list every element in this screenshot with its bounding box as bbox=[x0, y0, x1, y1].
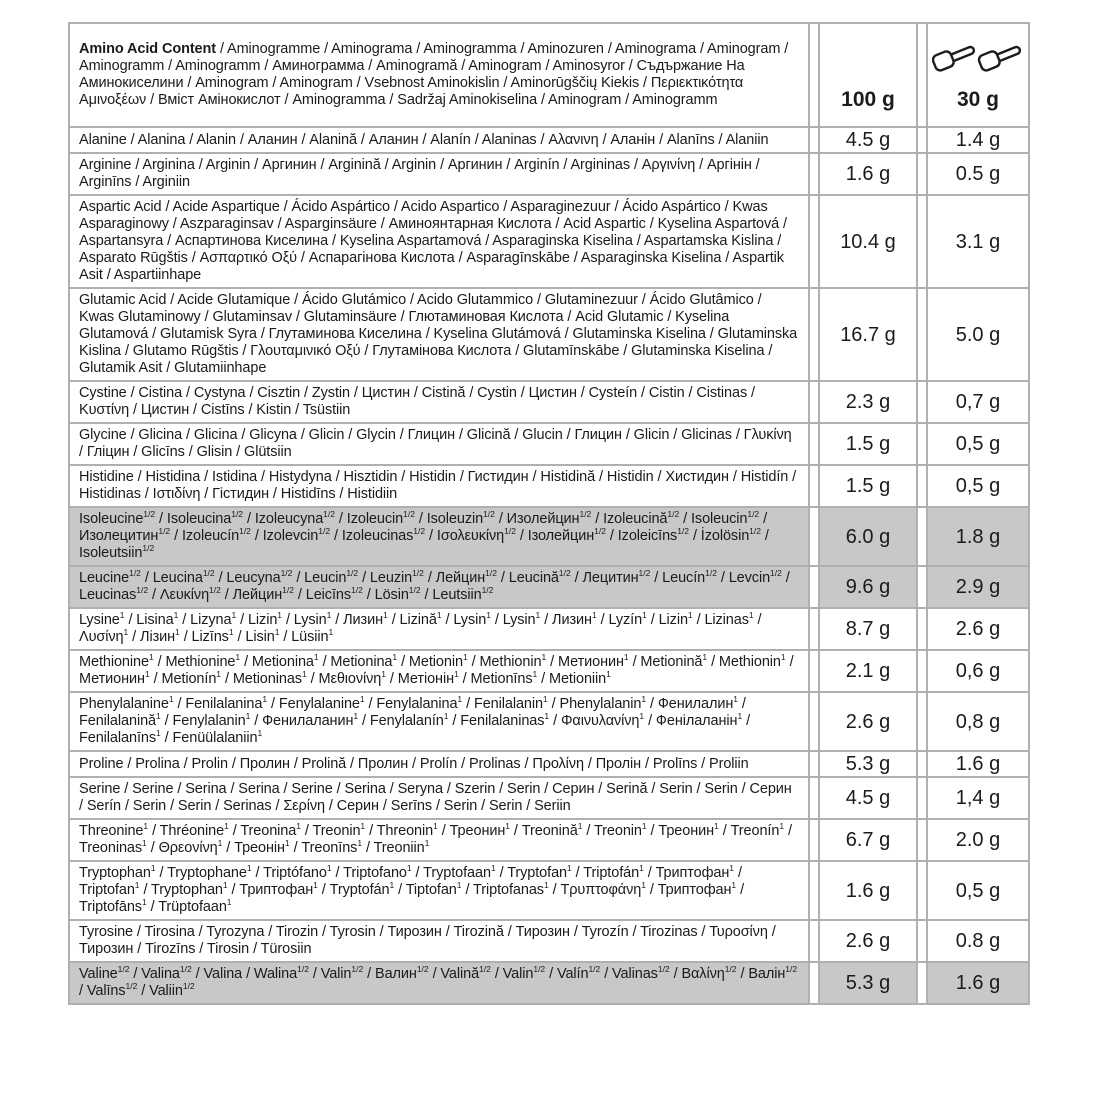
column-gutter bbox=[810, 921, 818, 963]
amino-acid-names: Glutamic Acid / Acide Glutamique / Ácido Glutámico / Acido Glutammico / Glutaminezuur / Ácido Glutâmico / Kwas Glutaminowy / Glutaminsav / Glutaminsäure / Глютаминовая Кислота / Acid Glutamic / Kyselina Glutamová / Glutamisk Syra / Глутаминова Киселина / Kyselina Glutámová / Glutaminska Kiselina / Glutaminska Kislina / Glutamo Rūgštis / Γλουταμινικό Οξύ / Глутамінова Кислота / Glutamīnskābe / Glutaminska Kiselina / Glutamik Asit / Glutamiinhape bbox=[79, 292, 798, 376]
value-per-30g: 2.6 g bbox=[926, 609, 1030, 651]
column-gutter bbox=[810, 609, 818, 651]
value-per-100g: 2.3 g bbox=[818, 382, 918, 424]
amino-acid-name-cell bbox=[68, 508, 810, 567]
column-gutter bbox=[918, 424, 926, 466]
value-per-100g: 2.1 g bbox=[818, 651, 918, 693]
column-gutter bbox=[810, 466, 818, 508]
amino-acid-names: Histidine / Histidina / Istidina / Histydyna / Hisztidin / Histidin / Гистидин / Histidină / Histidin / Хистидин / Histidín / Histidinas / Ιστιδίνη / Гістидин / Histidīns / Histidiin bbox=[79, 469, 797, 502]
value-per-30g: 0,7 g bbox=[926, 382, 1030, 424]
column-gutter bbox=[918, 508, 926, 567]
value-per-100g: 1.5 g bbox=[818, 424, 918, 466]
scoop-icons bbox=[932, 36, 1024, 82]
column-gutter bbox=[918, 752, 926, 778]
value-per-100g: 1.5 g bbox=[818, 466, 918, 508]
value-per-30g: 0,5 g bbox=[926, 466, 1030, 508]
column-gutter bbox=[918, 820, 926, 862]
column-header-30g-label: 30 g bbox=[956, 88, 1000, 111]
amino-acid-name-cell bbox=[68, 778, 810, 820]
value-per-100g: 5.3 g bbox=[818, 752, 918, 778]
amino-acid-name-cell bbox=[68, 862, 810, 921]
amino-acid-name-cell bbox=[68, 651, 810, 693]
amino-acid-name-cell bbox=[68, 963, 810, 1005]
column-gutter bbox=[918, 963, 926, 1005]
column-gutter bbox=[918, 567, 926, 609]
column-gutter bbox=[918, 466, 926, 508]
amino-acid-names: Serine / Serine / Serina / Serina / Serine / Serina / Seryna / Szerin / Serin / Серин / Serină / Serin / Serin / Серин / Serín / Serin / Serin / Serinas / Σερίνη / Серин / Serīns / Serin / Serin / Seriin bbox=[79, 781, 792, 814]
amino-acid-names: Valine$^{1/2}$ / Valina$^{1/2}$ / Valina / Walina$^{1/2}$ / Valin$^{1/2}$ / Валин$^{1/2}$ / Valină$^{1/2}$ / Valin$^{1/2}$ / Valín$^{1/2}$ / Valinas$^{1/2}$ / Βαλίνη$^{1/2}$ / Валін$^{1/2}$ / Valīns$^{1/2}$ / Valiin$^{1/2}$ bbox=[79, 964, 798, 999]
value-per-100g: 2.6 g bbox=[818, 921, 918, 963]
amino-acid-names: Leucine$^{1/2}$ / Leucina$^{1/2}$ / Leucyna$^{1/2}$ / Leucin$^{1/2}$ / Leuzin$^{1/2}$ / Лейцин$^{1/2}$ / Leucină$^{1/2}$ / Лецитин$^{1/2}$ / Leucín$^{1/2}$ / Levcin$^{1/2}$ / Leucinas$^{1/2}$ / Λευκίνη$^{1/2}$ / Лейцин$^{1/2}$ / Leicīns$^{1/2}$ / Lösin$^{1/2}$ / Leutsiin$^{1/2}$ bbox=[79, 568, 790, 603]
amino-acid-names: Glycine / Glicina / Glicina / Glicyna / Glicin / Glycin / Глицин / Glicină / Glucin / Глицин / Glicin / Glicinas / Γλυκίνη / Гліцин / Glicīns / Glisin / Glütsiin bbox=[79, 427, 792, 460]
column-gutter bbox=[810, 752, 818, 778]
amino-acid-names: Alanine / Alanina / Alanin / Аланин / Alanină / Аланин / Alanín / Alaninas / Αλανινη / Аланін / Alanīns / Alaniin bbox=[79, 131, 769, 148]
column-gutter bbox=[810, 862, 818, 921]
value-per-100g: 10.4 g bbox=[818, 196, 918, 289]
value-per-30g: 1.6 g bbox=[926, 752, 1030, 778]
column-gutter bbox=[810, 128, 818, 154]
amino-acid-name-cell bbox=[68, 289, 810, 382]
table-title-translations: / Aminogramme / Aminograma / Aminogramma / Aminozuren / Aminograma / Aminogram / Aminogramm / Aminogramm / Аминограмма / Aminogramă / Aminogram / Aminosyror / Съдържание На Аминокиселини / Aminogram / Aminogram / Vsebnost Aminokislin / Aminorūgščių Kiekis / Περιεκτικότητα Αμινοξέων / Вміст Амінокислот / Aminogramma / Sadržaj Aminokiselina / Aminogram / Aminogramm bbox=[79, 41, 789, 108]
column-header-100g bbox=[818, 22, 918, 128]
table-header-title-cell bbox=[68, 22, 810, 128]
value-per-30g: 0,5 g bbox=[926, 862, 1030, 921]
column-gutter bbox=[918, 22, 926, 128]
column-gutter bbox=[810, 289, 818, 382]
amino-acid-names: Tyrosine / Tirosina / Tyrozyna / Tirozin / Tyrosin / Тирозин / Tirozină / Тирозин / Tyrozín / Tirozinas / Τυροσίνη / Тирозин / Tirozīns / Tirosin / Türosiin bbox=[79, 924, 776, 957]
amino-acid-name-cell bbox=[68, 820, 810, 862]
value-per-30g: 1.8 g bbox=[926, 508, 1030, 567]
column-gutter bbox=[810, 508, 818, 567]
column-header-30g bbox=[926, 22, 1030, 128]
value-per-30g: 0.8 g bbox=[926, 921, 1030, 963]
column-gutter bbox=[918, 196, 926, 289]
value-per-100g: 16.7 g bbox=[818, 289, 918, 382]
column-gutter bbox=[810, 693, 818, 752]
value-per-30g: 3.1 g bbox=[926, 196, 1030, 289]
scoop-icon bbox=[978, 41, 1023, 72]
value-per-30g: 0,6 g bbox=[926, 651, 1030, 693]
column-gutter bbox=[810, 196, 818, 289]
amino-acid-names: Lysine$^1$ / Lisina$^1$ / Lizyna$^1$ / Lizin$^1$ / Lysin$^1$ / Лизин$^1$ / Lizină$^1$ / Lysin$^1$ / Lysin$^1$ / Лизин$^1$ / Lyzín$^1$ / Lizin$^1$ / Lizinas$^1$ / Λυσίνη$^1$ / Лізин$^1$ / Lizīns$^1$ / Lisin$^1$ / Lüsiin$^1$ bbox=[79, 610, 762, 645]
amino-acid-names: Tryptophan$^1$ / Tryptophane$^1$ / Triptófano$^1$ / Triptofano$^1$ / Tryptofaan$^1$ / Tryptofan$^1$ / Triptofán$^1$ / Триптофан$^1$ / Triptofan$^1$ / Tryptophan$^1$ / Триптофан$^1$ / Tryptofán$^1$ / Tiptofan$^1$ / Triptofanas$^1$ / Τρυπτοφάνη$^1$ / Триптофан$^1$ / Triptofāns$^1$ / Trüptofaan$^1$ bbox=[79, 863, 745, 915]
column-gutter bbox=[918, 128, 926, 154]
amino-acid-names: Arginine / Arginina / Arginin / Аргинин / Arginină / Arginin / Аргинин / Arginín / Argininas / Αργινίνη / Аргінін / Arginīns / Arginiin bbox=[79, 157, 760, 190]
amino-acid-name-cell bbox=[68, 609, 810, 651]
amino-acid-names: Cystine / Cistina / Cystyna / Cisztin / Zystin / Цистин / Cistină / Cystin / Цистин / Cysteín / Cistin / Cistinas / Κυστίνη / Цистин / Cistīns / Kistin / Tsüstiin bbox=[79, 385, 755, 418]
value-per-30g: 0,5 g bbox=[926, 424, 1030, 466]
value-per-30g: 1,4 g bbox=[926, 778, 1030, 820]
value-per-100g: 6.7 g bbox=[818, 820, 918, 862]
value-per-100g: 4.5 g bbox=[818, 128, 918, 154]
amino-acid-name-cell bbox=[68, 196, 810, 289]
amino-acid-names: Aspartic Acid / Acide Aspartique / Ácido Aspártico / Acido Aspartico / Asparaginezuur / Ácido Aspártico / Kwas Asparaginowy / Aszparaginsav / Asparginsäure / Аминоянтарная Кислота / Acid Aspartic / Kyselina Aspartová / Aspartansyra / Аспартинова Киселина / Kyselina Aspartamová / Asparaginska Kiselina / Aspartamska Kislina / Asparato Rūgštis / Ασπαρτικό Οξύ / Аспарагінова Кислота / Asparagīnskābe / Asparaginska Kiselina / Aspartik Asit / Aspartiinhape bbox=[79, 199, 787, 283]
column-gutter bbox=[810, 963, 818, 1005]
column-gutter bbox=[918, 693, 926, 752]
column-gutter bbox=[810, 382, 818, 424]
table-title bbox=[79, 41, 799, 109]
value-per-100g: 1.6 g bbox=[818, 862, 918, 921]
amino-acid-names: Proline / Prolina / Prolin / Пролин / Prolină / Пролин / Prolín / Prolinas / Προλίνη / Пролін / Prolīns / Proliin bbox=[79, 755, 749, 772]
value-per-30g: 0,8 g bbox=[926, 693, 1030, 752]
column-gutter bbox=[810, 651, 818, 693]
amino-acid-names: Phenylalanine$^1$ / Fenilalanina$^1$ / Fenylalanine$^1$ / Fenylalanina$^1$ / Fenilalanin$^1$ / Phenylalanin$^1$ / Фенилалин$^1$ / Fenilalanină$^1$ / Fenylalanin$^1$ / Фенилаланин$^1$ / Fenylalanín$^1$ / Fenilalaninas$^1$ / Φαινυλανίνη$^1$ / Фенілаланін$^1$ / Fenilalanīns$^1$ / Fenüülalaniin$^1$ bbox=[79, 694, 751, 746]
column-gutter bbox=[810, 820, 818, 862]
value-per-100g: 4.5 g bbox=[818, 778, 918, 820]
table-title-main: Amino Acid Content bbox=[79, 41, 217, 57]
column-gutter bbox=[810, 22, 818, 128]
value-per-30g: 0.5 g bbox=[926, 154, 1030, 196]
amino-acid-name-cell bbox=[68, 752, 810, 778]
amino-acid-name-cell bbox=[68, 921, 810, 963]
column-gutter bbox=[918, 778, 926, 820]
column-header-100g-label: 100 g bbox=[841, 88, 895, 111]
amino-acid-names: Threonine$^1$ / Thréonine$^1$ / Treonina$^1$ / Treonin$^1$ / Threonin$^1$ / Треонин$^1$ / Treonină$^1$ / Treonin$^1$ / Треонин$^1$ / Treonín$^1$ / Treoninas$^1$ / Θρεονίνη$^1$ / Треонін$^1$ / Treonīns$^1$ / Treoniin$^1$ bbox=[79, 821, 792, 856]
amino-acid-name-cell bbox=[68, 154, 810, 196]
scoop-icon bbox=[932, 41, 976, 72]
column-gutter bbox=[810, 778, 818, 820]
column-gutter bbox=[918, 651, 926, 693]
value-per-100g: 5.3 g bbox=[818, 963, 918, 1005]
column-gutter bbox=[918, 154, 926, 196]
value-per-30g: 5.0 g bbox=[926, 289, 1030, 382]
amino-acid-names: Isoleucine$^{1/2}$ / Isoleucina$^{1/2}$ / Izoleucyna$^{1/2}$ / Izoleucin$^{1/2}$ / Isoleuzin$^{1/2}$ / Изолейцин$^{1/2}$ / Izoleucină$^{1/2}$ / Isoleucin$^{1/2}$ / Изолецитин$^{1/2}$ / Izoleucín$^{1/2}$ / Izolevcin$^{1/2}$ / Izoleucinas$^{1/2}$ / Ισολευκίνη$^{1/2}$ / Ізолейцин$^{1/2}$ / Izoleicīns$^{1/2}$ / İzolösin$^{1/2}$ / Isoleutsiin$^{1/2}$ bbox=[79, 509, 769, 561]
value-per-30g: 1.4 g bbox=[926, 128, 1030, 154]
amino-acid-name-cell bbox=[68, 424, 810, 466]
column-gutter bbox=[918, 921, 926, 963]
column-gutter bbox=[810, 154, 818, 196]
amino-acid-names: Methionine$^1$ / Methionine$^1$ / Metionina$^1$ / Metionina$^1$ / Metionin$^1$ / Methionin$^1$ / Метионин$^1$ / Metionină$^1$ / Methionin$^1$ / Метионин$^1$ / Metionín$^1$ / Metioninas$^1$ / Μεθιονίνη$^1$ / Метіонін$^1$ / Metionīns$^1$ / Metioniin$^1$ bbox=[79, 652, 794, 687]
amino-acid-name-cell bbox=[68, 693, 810, 752]
amino-acid-name-cell bbox=[68, 567, 810, 609]
amino-acid-name-cell bbox=[68, 382, 810, 424]
column-gutter bbox=[918, 862, 926, 921]
column-gutter bbox=[918, 382, 926, 424]
value-per-100g: 6.0 g bbox=[818, 508, 918, 567]
value-per-100g: 1.6 g bbox=[818, 154, 918, 196]
amino-acid-name-cell bbox=[68, 128, 810, 154]
amino-acid-table bbox=[68, 22, 1030, 1005]
column-gutter bbox=[810, 567, 818, 609]
value-per-30g: 2.0 g bbox=[926, 820, 1030, 862]
column-gutter bbox=[810, 424, 818, 466]
column-gutter bbox=[918, 609, 926, 651]
column-gutter bbox=[918, 289, 926, 382]
amino-acid-name-cell bbox=[68, 466, 810, 508]
value-per-30g: 2.9 g bbox=[926, 567, 1030, 609]
value-per-30g: 1.6 g bbox=[926, 963, 1030, 1005]
value-per-100g: 9.6 g bbox=[818, 567, 918, 609]
value-per-100g: 2.6 g bbox=[818, 693, 918, 752]
value-per-100g: 8.7 g bbox=[818, 609, 918, 651]
